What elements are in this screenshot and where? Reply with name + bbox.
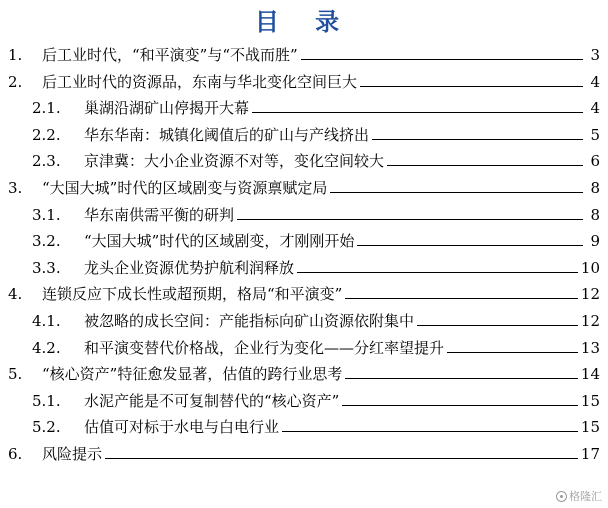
toc-entry[interactable] (32, 384, 600, 410)
toc-leader-line (447, 352, 578, 353)
toc-entry-number: 2.1. (32, 99, 61, 118)
toc-entry[interactable] (32, 410, 600, 436)
toc-entry-number: 2. (8, 72, 23, 91)
toc-leader-line (297, 272, 578, 273)
toc-entry-title: 龙头企业资源优势护航利润释放 (84, 258, 295, 277)
toc-entry-number: 1. (8, 46, 23, 64)
toc-entry-number: 3.3. (32, 258, 61, 277)
toc-entry[interactable] (32, 198, 600, 224)
toc-leader-line (105, 458, 578, 459)
toc-entry-title: 连锁反应下成长性或超预期，格局“和平演变” (42, 285, 343, 304)
toc-entry-page: 6 (590, 152, 600, 171)
toc-entry-title: 后工业时代，“和平演变”与“不战而胜” (42, 46, 298, 64)
toc-entry-number: 4. (8, 285, 23, 304)
toc-entry-page: 14 (580, 365, 600, 384)
toc-leader-line (357, 245, 583, 246)
toc-entry-title: “大国大城”时代的区域剧变，才刚刚开始 (84, 232, 355, 251)
toc-entry-page: 9 (590, 232, 600, 251)
toc-entry-title: “核心资产”特征愈发显著，估值的跨行业思考 (42, 365, 343, 384)
toc-entry-page: 10 (580, 258, 600, 277)
toc-leader-line (345, 378, 578, 379)
toc-entry[interactable] (32, 91, 600, 117)
toc-leader-line (387, 165, 583, 166)
toc-entry-number: 6. (8, 445, 23, 463)
toc-leader-line (345, 298, 578, 299)
toc-title: 目 录 (254, 8, 354, 36)
toc-leader-line (417, 325, 578, 326)
toc-entry-page: 8 (590, 179, 600, 197)
toc-entry-title: 被忽略的成长空间：产能指标向矿山资源依附集中 (84, 312, 415, 330)
toc-entry-number: 3. (8, 179, 23, 197)
toc-entry[interactable] (32, 251, 600, 277)
toc-entry-page: 5 (590, 125, 600, 144)
toc-entry[interactable] (8, 437, 600, 463)
toc-leader-line (301, 59, 583, 60)
toc-entry-number: 2.3. (32, 152, 61, 171)
toc-entry[interactable] (32, 144, 600, 170)
toc-entry-number: 5. (8, 365, 23, 384)
toc-entry-title: 估值可对标于水电与白电行业 (84, 418, 280, 437)
toc-entry-page: 8 (590, 205, 600, 224)
toc-entry-number: 4.2. (32, 338, 61, 357)
toc-entry-page: 4 (590, 99, 600, 118)
toc-entry-number: 5.1. (32, 391, 61, 410)
toc-leader-line (330, 192, 583, 193)
toc-entry-page: 15 (580, 418, 600, 437)
toc-entry-title: “大国大城”时代的区域剧变与资源禀赋定局 (42, 179, 328, 197)
toc-entry-title: 水泥产能是不可复制替代的“核心资产” (84, 391, 340, 410)
toc-entry-number: 5.2. (32, 418, 61, 437)
toc-entry-title: 后工业时代的资源品，东南与华北变化空间巨大 (42, 72, 358, 91)
toc-entry[interactable] (32, 331, 600, 357)
toc-entry-page: 3 (590, 46, 600, 64)
toc-entry[interactable] (32, 304, 600, 330)
toc-entry-number: 4.1. (32, 312, 61, 330)
toc-entry[interactable] (8, 171, 600, 197)
toc-entry-title: 巢湖沿湖矿山停揭开大幕 (84, 99, 250, 118)
toc-entry-page: 12 (580, 285, 600, 304)
toc-entry[interactable] (8, 65, 600, 91)
toc-entry-number: 2.2. (32, 125, 61, 144)
toc-leader-line (252, 112, 583, 113)
toc-entry-title: 和平演变替代价格战，企业行为变化——分红率望提升 (84, 338, 445, 357)
watermark-logo-icon (556, 491, 567, 502)
toc-entry[interactable] (8, 277, 600, 303)
toc-entry-page: 15 (580, 391, 600, 410)
toc-entry-page: 12 (580, 312, 600, 330)
toc-leader-line (372, 139, 583, 140)
toc-entry-title: 风险提示 (42, 445, 103, 463)
toc-entry-page: 4 (590, 72, 600, 91)
toc-entry[interactable] (32, 224, 600, 250)
toc-entry[interactable] (32, 118, 600, 144)
toc-entry-page: 13 (580, 338, 600, 357)
toc-leader-line (237, 219, 583, 220)
toc-entry-title: 华东华南：城镇化阈值后的矿山与产线挤出 (84, 125, 370, 144)
toc-entry[interactable] (8, 357, 600, 383)
toc-leader-line (282, 431, 578, 432)
toc-leader-line (360, 86, 583, 87)
toc-entry-title: 京津冀：大小企业资源不对等，变化空间较大 (84, 152, 385, 171)
watermark-text: 格隆汇 (569, 490, 602, 503)
toc-entry-title: 华东南供需平衡的研判 (84, 205, 235, 224)
watermark (556, 488, 602, 504)
toc-entry-page: 17 (580, 445, 600, 463)
toc-entry-number: 3.2. (32, 232, 61, 251)
toc-leader-line (342, 405, 578, 406)
toc-entry-number: 3.1. (32, 205, 61, 224)
toc-entry[interactable] (8, 38, 600, 64)
